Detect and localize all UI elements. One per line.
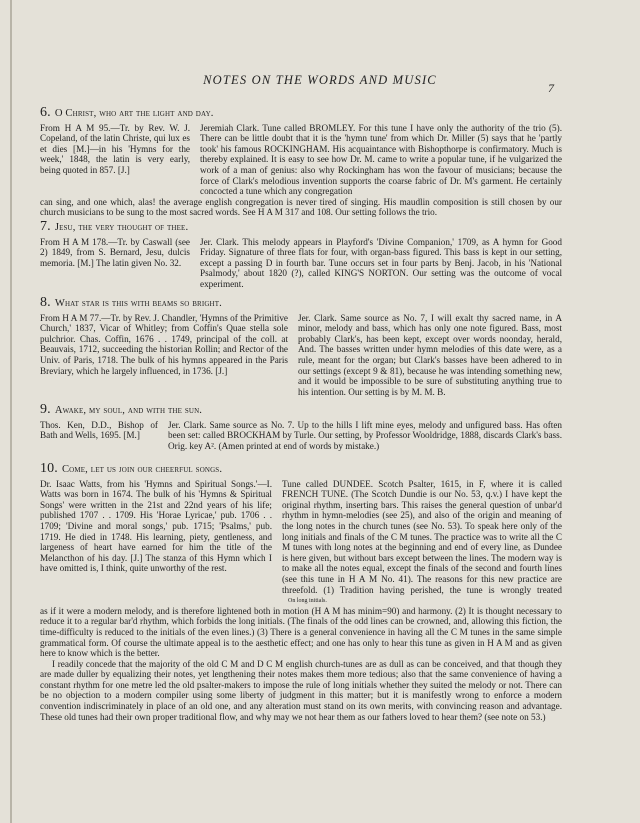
section-9 xyxy=(40,402,562,451)
section-music-note: Jeremiah Clark. Tune called BROMLEY. For this tune I have only the authority of the trio (5). There can be little doubt that it is the 'hymn tune' from which Dr. Miller (5) says that he 'partly took' his famous ROCKINGHAM. His acquaintance with Bishopthorpe is confirmatory. Much is thereby explained. It is easy to see how Dr. M. came to write a popular tune, if he vulgarized the work of a man of genius: also why Rockingham has won the favour of musicians; because the force of Clark's melodious invention supports the coarse fabric of Dr. M's garment. He certainly concocted a tune which any congregation xyxy=(200,122,562,197)
section-8 xyxy=(40,295,562,397)
section-music-note: Jer. Clark. Same source as No. 7, I will exalt thy sacred name, in A minor, melody and bass, which has only one note figured. Bass, most probably Clark's, has been kept, except over words noonday, herald, And. The basses written under hymn melodies of this date were, as a rule, meant for the organ; but Clark's basses have been adhered to in our settings (except 9 & 81), because he was intending something new, and it would be impossible to be sure of substituting anything true to his intention. Our setting is by M. M. B. xyxy=(298,312,562,397)
section-source: From H A M 95.—Tr. by Rev. W. J. Copeland, of the latin Christe, qui lux es et dies [M.]—in his 'Hymns for the week,' 1848, the latin is very early, being quoted in 857. [J.] xyxy=(40,122,190,175)
section-music-note: Jer. Clark. This melody appears in Playford's 'Divine Companion,' 1709, as A hymn for Good Friday. Signature of three flats for four, with organ-bass figured. This bass is kept in our setting, except a passing D in fourth bar. Tune occurs set in four parts by Benj. Jacob, in his 'National Psalmody,' about 1820 (?), called KING'S NORTON. Our setting was the outcome of vocal experiment. xyxy=(200,236,562,289)
binding-edge xyxy=(10,0,12,823)
section-heading: 6. O Christ, who art the light and day. xyxy=(40,105,214,120)
section-heading: 10. Come, let us join our cheerful songs. xyxy=(40,461,223,476)
section-source: From H A M 178.—Tr. by Caswall (see 2) 1849, from S. Bernard, Jesu, dulcis memoria. [M.] The latin given No. 32. xyxy=(40,236,190,268)
section-source: Thos. Ken, D.D., Bishop of Bath and Wells, 1695. [M.] xyxy=(40,419,158,441)
section-continuation: can sing, and one which, alas! the average english congregation is never tired of singing. His maudlin composition is still chosen by our church musicians to be sung to the most sacred words. See H A M 317 and 108. Our setting follows the trio. xyxy=(40,196,562,218)
margin-note: On long initials. xyxy=(288,597,327,604)
section-heading: 7. Jesu, the very thought of thee. xyxy=(40,219,189,234)
section-heading: 8. What star is this with beams so bright. xyxy=(40,295,222,310)
section-7 xyxy=(40,219,562,290)
section-source: Dr. Isaac Watts, from his 'Hymns and Spiritual Songs.'—I. Watts was born in 1674. The bulk of his 'Hymns & Spiritual Songs' were written in the 21st and 22nd years of his life; published 1707 . . 1709. His 'Horae Lyricae,' pub. 1706 . . 1709; 'Divine and moral songs,' pub. 1715; 'Psalms,' pub. 1719. He died in 1748. His learning, piety, gentleness, and largeness of heart have earned for him the title of the Melancthon of his day. [J.] The stanza of this Hymn which I have omitted is, I think, quite unworthy of the rest. xyxy=(40,478,272,574)
running-header: NOTES ON THE WORDS AND MUSIC xyxy=(203,73,437,87)
section-continuation-paragraph: I readily concede that the majority of the old C M and D C M english church-tunes are as dull as can be conceived, and that though they are made duller by equalizing their notes, yet lengthening their notes makes them more tedious; also that the same convenience of having a constant rhythm for one metre led the old psalter-makers to impose the rule of long initials whether they suited the melody or not. There can be no objection to a modern compiler using some liberty of judgment in this matter; but it is manifestly wrong to enforce a modern convention indiscriminately in place of an old one, and any alteration must stand on its own merits, with convincing reason and advantage. These old tunes had their own proper traditional flow, and why may we not hear them as our fathers loved to hear them? (see note on 53.) xyxy=(40,658,562,722)
page-number: 7 xyxy=(548,81,554,95)
section-continuation: as if it were a modern melody, and is therefore lightened both in motion (H A M has minim=90) and harmony. (2) It is thought necessary to reduce it to a regular bar'd rhythm, which forbids the long initials. (The finals of the odd lines can be crowned, and, allowing this fiction, the time-difficulty is reduced to the initials of the even lines.) (3) There is a general convenience in having all the C M tunes in the same simple grammatical form. Of course the ultimate appeal is to the aesthetic effect; and one has only to hear this tune as given in H A M and as given here to know which is the better. xyxy=(40,605,562,659)
section-6 xyxy=(40,105,562,218)
section-source: From H A M 77.—Tr. by Rev. J. Chandler, 'Hymns of the Primitive Church,' 1837, Vicar of Whitley; from Coffin's Quae stella sole pulchrior. Chas. Coffin, 1676 . . 1749, principal of the coll. at Beauvais, 1712, succeeding the historian Rollin; and Rector of the Univ. of Paris, 1718. The bulk of his hymns appeared in the Paris Breviary, which he largely influenced, in 1736. [J.] xyxy=(40,312,288,376)
section-music-note: Jer. Clark. Same source as No. 7. Up to the hills I lift mine eyes, melody and unfigured bass. Has often been set: called BROCKHAM by Turle. Our setting, by Professor Wooldridge, 1888, discards Clark's bass. Orig. key A². (Amen printed at end of words by mistake.) xyxy=(168,419,562,451)
section-heading: 9. Awake, my soul, and with the sun. xyxy=(40,402,203,417)
section-music-note: Tune called DUNDEE. Scotch Psalter, 1615, in F, where it is called FRENCH TUNE. (The Scotch Dundie is our No. 53, q.v.) I have kept the original rhythm, inserting bars. This raises the general question of unbar'd rhythm in hymn-melodies (see 25), and also of the origin and meaning of the long notes in the church tunes (see No. 53). To speak here only of the long initials and finals of the C M tunes. The practice was to write all the C M tunes with long notes at the beginning and end of every line, as Dundee is here given, but without bars except between the lines. The modern way is to make all the notes equal, except the finals of the second and fourth lines (see this tune in H A M No. 41). The reasons for this new practice are threefold. (1) Tradition having perished, the tune is wrongly treatedOn long initials. xyxy=(282,478,562,604)
section-10 xyxy=(40,461,562,722)
